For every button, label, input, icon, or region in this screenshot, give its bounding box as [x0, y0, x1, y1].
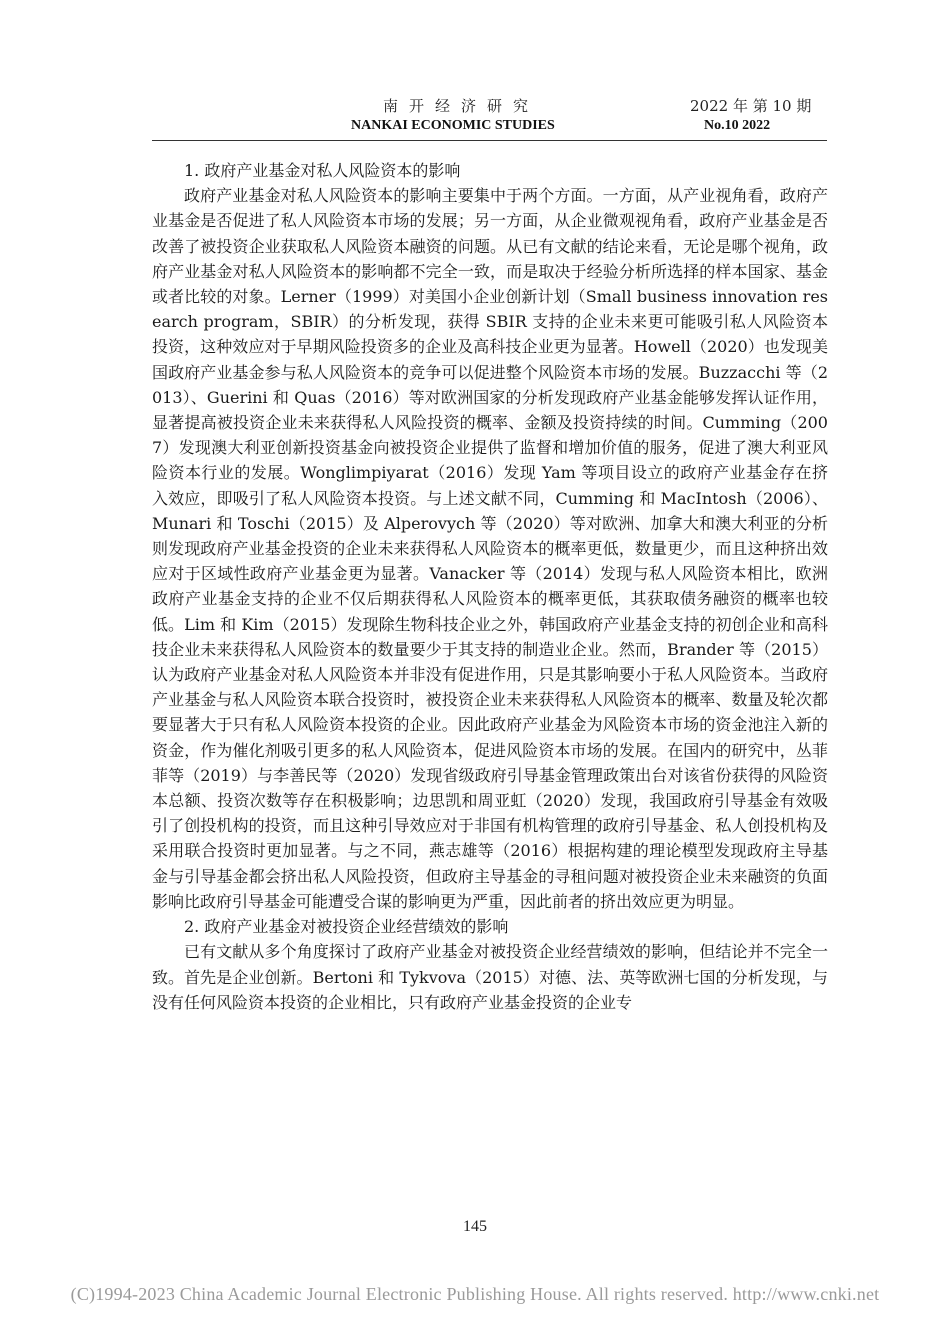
article-body — [152, 158, 828, 1015]
section-paragraph-1: 政府产业基金对私人风险资本的影响主要集中于两个方面。一方面，从产业视角看，政府产业基金是否促进了私人风险资本市场的发展；另一方面，从企业微观视角看，政府产业基金是否改善了被投资企业获取私人风险资本融资的问题。从已有文献的结论来看，无论是哪个视角，政府产业基金对私人风险资本的影响都不完全一致，而是取决于经验分析所选择的样本国家、基金或者比较的对象。Lerner（1999）对美国小企业创新计划（Small business innovation research program，SBIR）的分析发现，获得 SBIR 支持的企业未来更可能吸引私人风险资本投资，这种效应对于早期风险投资多的企业及高科技企业更为显著。Howell（2020）也发现美国政府产业基金参与私人风险资本的竞争可以促进整个风险资本市场的发展。Buzzacchi 等（2013）、Guerini 和 Quas（2016）等对欧洲国家的分析发现政府产业基金能够发挥认证作用，显著提高被投资企业未来获得私人风险投资的概率、金额及投资持续的时间。Cumming（2007）发现澳大利亚创新投资基金向被投资企业提供了监督和增加价值的服务，促进了澳大利亚风险资本行业的发展。Wonglimpiyarat（2016）发现 Yam 等项目设立的政府产业基金存在挤入效应，即吸引了私人风险资本投资。与上述文献不同，Cumming 和 MacIntosh（2006）、Munari 和 Toschi（2015）及 Alperovych 等（2020）等对欧洲、加拿大和澳大利亚的分析则发现政府产业基金投资的企业未来获得私人风险资本的概率更低，数量更少，而且这种挤出效应对于区域性政府产业基金更为显著。Vanacker 等（2014）发现与私人风险资本相比，欧洲政府产业基金支持的企业不仅后期获得私人风险资本的概率更低，其获取债务融资的概率也较低。Lim 和 Kim（2015）发现除生物科技企业之外，韩国政府产业基金支持的初创企业和高科技企业未来获得私人风险资本的数量要少于其支持的制造业企业。然而，Brander 等（2015）认为政府产业基金对私人风险资本并非没有促进作用，只是其影响要小于私人风险资本。当政府产业基金与私人风险资本联合投资时，被投资企业未来获得私人风险资本的概率、数量及轮次都要显著大于只有私人风险资本投资的企业。因此政府产业基金为风险资本市场的资金池注入新的资金，作为催化剂吸引更多的私人风险资本，促进风险资本市场的发展。在国内的研究中，丛菲菲等（2019）与李善民等（2020）发现省级政府引导基金管理政策出台对该省份获得的风险资本总额、投资次数等存在积极影响；边思凯和周亚虹（2020）发现，我国政府引导基金有效吸引了创投机构的投资，而且这种引导效应对于非国有机构管理的政府引导基金、私人创投机构及采用联合投资时更加显著。与之不同，燕志雄等（2016）根据构建的理论模型发现政府主导基金与引导基金都会挤出私人风险投资，但政府主导基金的寻租问题对被投资企业未来融资的负面影响比政府引导基金可能遭受合谋的影响更为严重，因此前者的挤出效应更为明显。 — [152, 186, 828, 911]
section-heading-1: 1. 政府产业基金对私人风险资本的影响 — [184, 161, 461, 180]
issue-label-en: No.10 2022 — [704, 118, 771, 133]
page-number: 145 — [463, 1218, 487, 1235]
copyright-footer: (C)1994-2023 China Academic Journal Electronic Publishing House. All rights reserved. http://www.cnki.net — [70, 1284, 880, 1304]
header-divider — [152, 140, 827, 141]
section-paragraph-2: 已有文献从多个角度探讨了政府产业基金对被投资企业经营绩效的影响，但结论并不完全一致。首先是企业创新。Bertoni 和 Tykvova（2015）对德、法、英等欧洲七国的分析发现，与没有任何风险资本投资的企业相比，只有政府产业基金投资的企业专 — [152, 942, 828, 1012]
issue-label-cn: 2022 年 第 10 期 — [690, 97, 812, 115]
page-header — [0, 0, 950, 140]
section-heading-2: 2. 政府产业基金对被投资企业经营绩效的影响 — [184, 917, 509, 937]
journal-title-cn: 南开经济研究 — [383, 97, 540, 115]
journal-title-en: NANKAI ECONOMIC STUDIES — [351, 118, 555, 133]
